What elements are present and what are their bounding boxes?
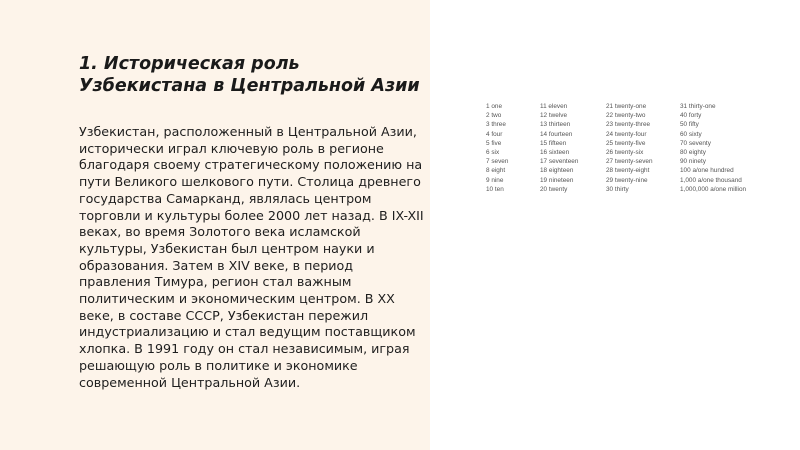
right-image-panel xyxy=(430,0,800,450)
table-cell: 1 one xyxy=(486,103,502,110)
table-row xyxy=(486,111,780,120)
table-cell: 27 twenty-seven xyxy=(606,158,653,166)
table-cell: 40 forty xyxy=(680,112,702,120)
table-cell: 24 twenty-four xyxy=(606,130,647,138)
table-row xyxy=(486,148,780,157)
table-cell: 50 fifty xyxy=(680,121,699,129)
table-cell: 10 ten xyxy=(486,185,504,193)
table-row xyxy=(486,157,780,166)
table-row xyxy=(486,185,780,194)
table-cell: 12 twelve xyxy=(540,112,567,120)
slide-title: 1. Историческая роль Узбекистана в Центральной Азии xyxy=(79,54,420,96)
table-row xyxy=(486,139,780,148)
table-row xyxy=(486,176,780,185)
table-cell: 60 sixty xyxy=(680,130,702,138)
table-cell: 1,000 a/one thousand xyxy=(680,176,742,184)
table-cell: 8 eight xyxy=(486,167,506,175)
table-cell: 11 eleven xyxy=(540,103,568,110)
table-row xyxy=(486,166,780,175)
table-cell: 23 twenty-three xyxy=(606,121,651,129)
table-cell: 2 two xyxy=(486,112,502,120)
table-cell: 20 twenty xyxy=(540,185,568,193)
table-cell: 90 ninety xyxy=(680,158,706,166)
table-cell: 100 a/one hundred xyxy=(680,167,734,175)
table-cell: 6 six xyxy=(486,149,500,157)
table-cell: 18 eighteen xyxy=(540,167,574,175)
table-cell: 80 eighty xyxy=(680,149,706,157)
table-cell: 1,000,000 a/one million xyxy=(680,185,747,193)
table-cell: 17 seventeen xyxy=(540,158,579,166)
table-cell: 5 five xyxy=(486,139,502,147)
table-row xyxy=(486,130,780,139)
table-row xyxy=(486,120,780,129)
table-cell: 7 seven xyxy=(486,158,509,166)
table-cell: 26 twenty-six xyxy=(606,149,644,157)
slide-body-text: Узбекистан, расположенный в Центральной Азии, исторически играл ключевую роль в регионе благодаря своему стратегическому положению на пути Великого шелкового пути. Столица древнего государства Самарканд, являлась центром торговли и культуры более 2000 лет назад. В IX-XII веках, во время Золотого века исламской культуры, Узбекистан был центром науки и образования. Затем в XIV веке, в период правления Тимура, регион стал важным политическим и экономическим центром. В XX веке, в составе СССР, Узбекистан пережил индустриализацию и стал ведущим поставщиком хлопка. В 1991 году он стал независимым, играя решающую роль в политике и экономике современной Центральной Азии. xyxy=(79,124,424,390)
table-cell: 9 nine xyxy=(486,176,504,184)
table-cell: 15 fifteen xyxy=(540,139,567,147)
table-cell: 29 twenty-nine xyxy=(606,176,648,184)
table-cell: 13 thirteen xyxy=(540,121,571,129)
table-cell: 30 thirty xyxy=(606,185,629,193)
table-cell: 25 twenty-five xyxy=(606,139,646,147)
table-cell: 70 seventy xyxy=(680,139,711,147)
table-cell: 3 three xyxy=(486,121,506,129)
table-cell: 4 four xyxy=(486,130,503,138)
table-cell: 31 thirty-one xyxy=(680,103,716,110)
table-cell: 28 twenty-eight xyxy=(606,167,650,175)
table-cell: 21 twenty-one xyxy=(606,103,647,110)
table-cell: 22 twenty-two xyxy=(606,112,646,120)
table-cell: 14 fourteen xyxy=(540,130,573,138)
table-cell: 16 sixteen xyxy=(540,149,570,157)
table-row xyxy=(486,102,780,111)
table-cell: 19 nineteen xyxy=(540,176,574,184)
numbers-table xyxy=(486,102,780,194)
